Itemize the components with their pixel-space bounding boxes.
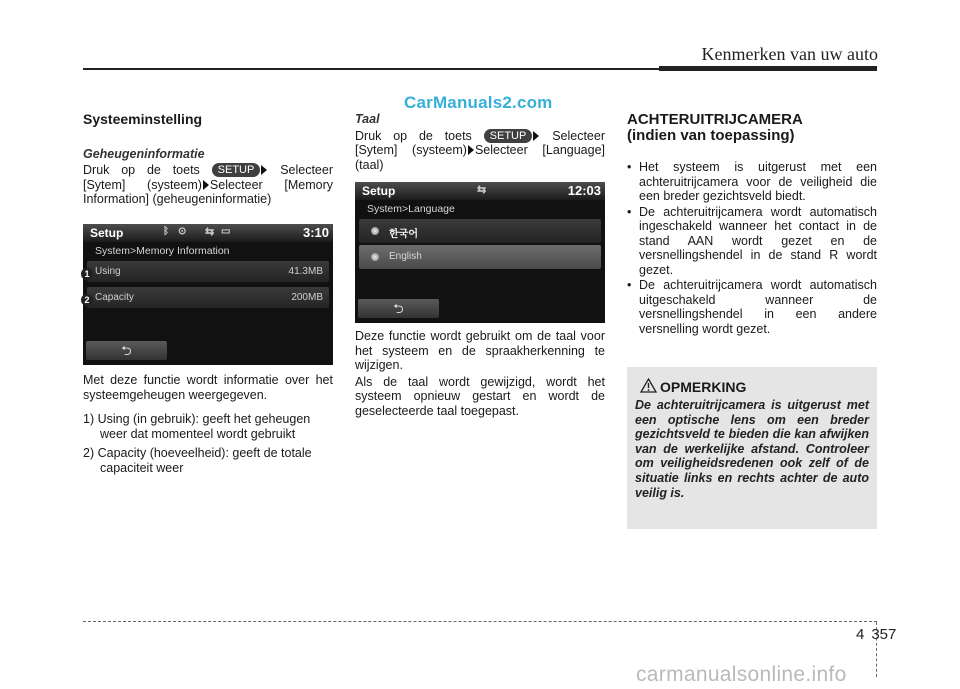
screen-breadcrumb: System>Memory Information	[95, 245, 230, 257]
instr-text: Selecteer [Language] (taal)	[355, 143, 605, 172]
column-language	[355, 112, 605, 172]
list-item: 2) Capacity (hoeveelheid): geeft de totale capaciteit weer	[83, 446, 312, 475]
screen-clock: 3:10	[302, 225, 329, 240]
rear-camera-bullets	[627, 160, 877, 336]
memory-row-capacity	[87, 287, 329, 308]
language-option-korean[interactable]	[359, 219, 601, 243]
radio-icon	[371, 227, 379, 235]
language-paragraph-2: Als de taal wordt gewijzigd, wordt het systeem opnieuw gestart en wordt de geselecteerde taal toegepast.	[355, 374, 605, 418]
caution-title: OPMERKING	[660, 379, 747, 395]
usb-icon: ⇆	[205, 226, 215, 238]
instr-text: Druk op de toets	[83, 163, 200, 177]
heading-line: (indien van toepassing)	[627, 127, 795, 144]
header-rule	[83, 68, 659, 70]
back-button[interactable]: ⮌	[86, 341, 167, 360]
disc-icon: ⊙	[178, 226, 187, 237]
row-label: Using	[95, 266, 121, 277]
screen-clock: 12:03	[567, 183, 601, 198]
column-system-settings	[83, 112, 333, 207]
instr-text: Selecteer [Sytem] (systeem)	[83, 163, 333, 192]
arrow-right-icon	[203, 180, 209, 190]
row-value: 200MB	[291, 292, 323, 303]
marker-1: 1	[81, 268, 93, 280]
screen-title: Setup	[90, 226, 124, 240]
memory-paragraph: Met deze functie wordt informatie over het systeemgeheugen weergegeven.	[83, 373, 333, 402]
arrow-right-icon	[533, 131, 539, 141]
screen-topbar	[355, 182, 605, 200]
instr-text: Druk op de toets	[355, 128, 472, 143]
column-rear-camera	[627, 112, 877, 337]
list-item: 1) Using (in gebruik): geeft het geheugen weer dat momenteel wordt gebruikt	[83, 412, 311, 441]
screen-topbar	[83, 224, 333, 242]
page-number-value: 357	[871, 626, 897, 643]
row-label: Capacity	[95, 292, 134, 303]
memory-info-screen	[83, 224, 333, 365]
section-title: Kenmerken van uw auto	[701, 44, 878, 64]
watermark-bottom: carmanualsonline.info	[636, 663, 847, 686]
instr-text: Selecteer [Memory Information] (geheugeninformatie)	[83, 177, 333, 206]
language-screen	[355, 182, 605, 323]
bullet-item: • Het systeem is uitgerust met een achteruitrijcamera voor de veiligheid die een breder gezichtsveld biedt.	[627, 160, 877, 204]
heading-system-settings: Systeeminstelling	[83, 111, 203, 127]
subheading-language: Taal	[355, 112, 380, 126]
watermark-top: CarManuals2.com	[404, 93, 553, 112]
arrow-right-icon	[468, 145, 474, 155]
marker-2: 2	[81, 294, 93, 306]
row-value: 41.3MB	[288, 266, 323, 277]
arrow-right-icon	[261, 165, 267, 175]
back-button[interactable]: ⮌	[358, 299, 439, 318]
setup-key-badge: SETUP	[212, 163, 261, 177]
language-paragraph-1: Deze functie wordt gebruikt om de taal voor het systeem en de spraakherkenning te wijzigen.	[355, 329, 605, 372]
bluetooth-icon: ᛒ	[163, 226, 169, 237]
heading-line: ACHTERUITRIJCAMERA	[627, 111, 803, 128]
setup-key-badge: SETUP	[484, 129, 533, 143]
caution-box	[627, 367, 877, 529]
bullet-item: • De achteruitrijcamera wordt automatisch uitgeschakeld wanneer de versnellingshendel in een andere versnelling wordt gezet.	[627, 278, 877, 336]
usb-icon: ⇆	[477, 184, 487, 196]
warning-triangle-icon	[640, 378, 657, 393]
language-description	[355, 329, 605, 418]
caution-text: De achteruitrijcamera is uitgerust met een optische lens om een breder gezichtsveld te bieden die kan afwijken van de werkelijke afstand. Controleer om veiligheidsredenen ook zelf of de situatie links en rechts achter de auto veilig is.	[635, 398, 869, 500]
heading-rear-camera	[627, 112, 877, 144]
ipod-icon: ▭	[221, 226, 231, 237]
option-label: 한국어	[389, 229, 418, 240]
option-label: English	[389, 251, 422, 262]
memory-description	[83, 373, 333, 480]
chapter-number: 4	[856, 626, 865, 643]
memory-row-using	[87, 261, 329, 282]
footer-rule	[83, 621, 877, 622]
language-instructions	[355, 129, 605, 173]
screen-breadcrumb: System>Language	[367, 203, 455, 215]
memory-list	[83, 412, 333, 475]
subheading-memory-info: Geheugeninformatie	[83, 146, 205, 161]
screen-title: Setup	[362, 184, 396, 198]
memory-instructions	[83, 163, 333, 207]
language-option-english[interactable]	[359, 245, 601, 269]
header-rule-thick	[659, 66, 877, 71]
instr-text: Selecteer [Sytem] (systeem)	[355, 128, 605, 157]
page-number	[856, 626, 896, 643]
bullet-item: • De achteruitrijcamera wordt automatisch ingeschakeld wanneer het contact in de stand AAN wordt gezet en de versnellingshendel in de stand R wordt gezet.	[627, 205, 877, 278]
radio-icon	[371, 253, 379, 261]
